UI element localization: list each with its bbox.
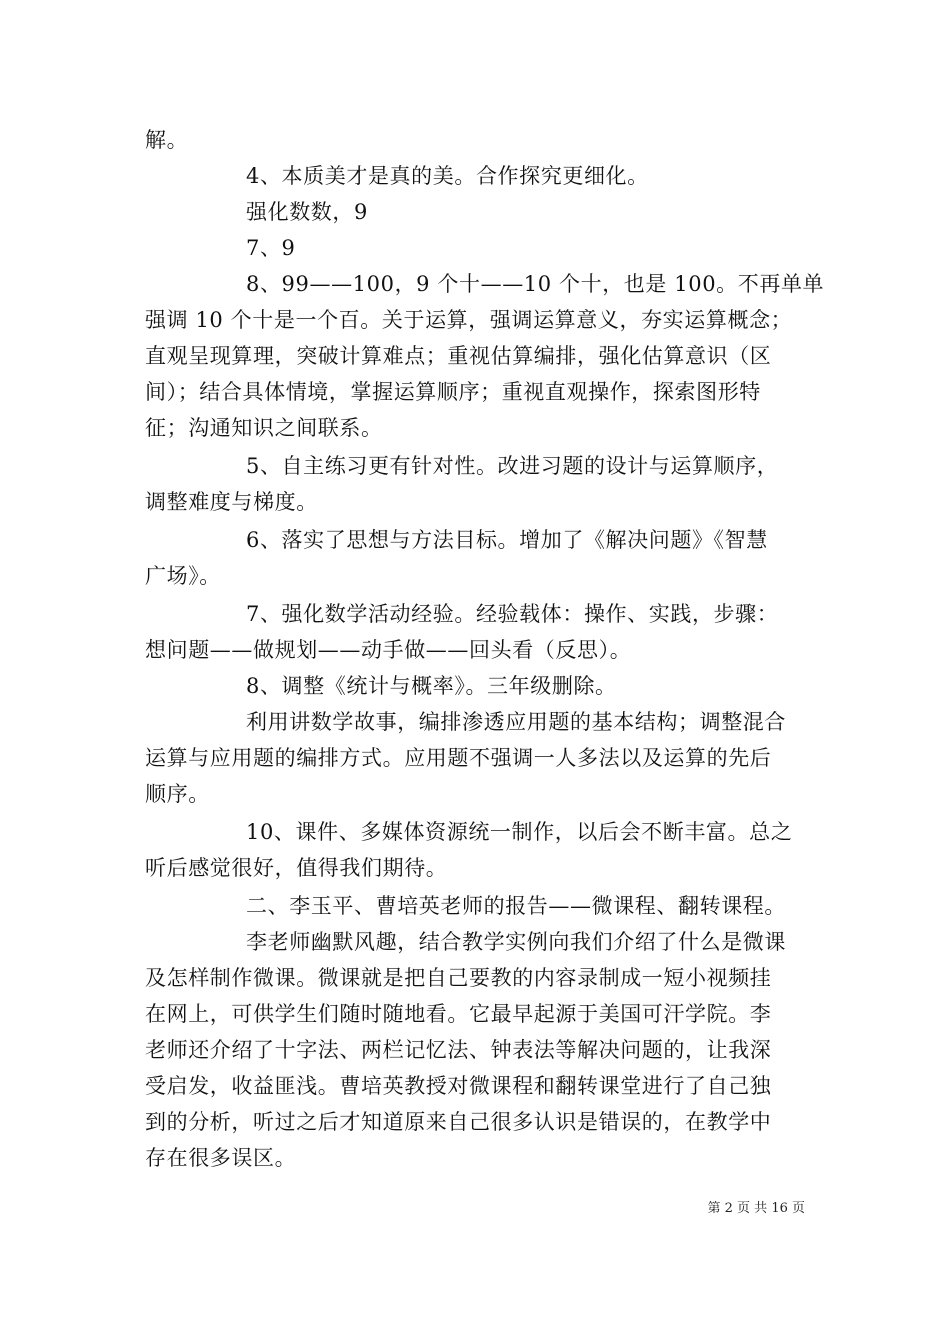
paragraph-line: 顺序。 (145, 782, 210, 806)
paragraph-line: 李老师幽默风趣，结合教学实例向我们介绍了什么是微课 (246, 930, 786, 954)
paragraph-line: 老师还介绍了十字法、两栏记忆法、钟表法等解决问题的，让我深 (145, 1038, 772, 1062)
paragraph-line: 4、本质美才是真的美。合作探究更细化。 (246, 164, 649, 188)
paragraph-line: 强调 10 个十是一个百。关于运算，强调运算意义，夯实运算概念； (145, 308, 793, 332)
paragraph-line: 7、9 (246, 236, 296, 260)
paragraph-line: 5、自主练习更有针对性。改进习题的设计与运算顺序， (246, 454, 779, 478)
paragraph-line: 听后感觉很好，值得我们期待。 (145, 856, 448, 880)
paragraph-line: 8、调整《统计与概率》。三年级删除。 (246, 674, 617, 698)
paragraph-line: 解。 (145, 128, 189, 152)
paragraph-line: 征；沟通知识之间联系。 (145, 416, 383, 440)
paragraph-line: 运算与应用题的编排方式。应用题不强调一人多法以及运算的先后 (145, 746, 772, 770)
page-number: 第 2 页 共 16 页 (707, 1201, 805, 1216)
paragraph-line: 6、落实了思想与方法目标。增加了《解决问题》《智慧 (246, 528, 768, 552)
paragraph-line: 存在很多误区。 (145, 1146, 297, 1170)
paragraph-line: 受启发，收益匪浅。曹培英教授对微课程和翻转课堂进行了自己独 (145, 1074, 772, 1098)
paragraph-line: 间）；结合具体情境，掌握运算顺序；重视直观操作，探索图形特 (145, 380, 761, 404)
paragraph-line: 7、强化数学活动经验。经验载体：操作、实践，步骤： (246, 602, 779, 626)
paragraph-line: 8、99——100，9 个十——10 个十，也是 100。不再单单 (246, 272, 825, 296)
paragraph-line: 想问题——做规划——动手做——回头看（反思）。 (145, 638, 632, 662)
paragraph-line: 及怎样制作微课。微课就是把自己要教的内容录制成一短小视频挂 (145, 966, 772, 990)
paragraph-line: 强化数数，9 (246, 200, 368, 224)
paragraph-line: 二、李玉平、曹培英老师的报告——微课程、翻转课程。 (246, 894, 786, 918)
paragraph-line: 在网上，可供学生们随时随地看。它最早起源于美国可汗学院。李 (145, 1002, 772, 1026)
paragraph-line: 广场》。 (145, 564, 221, 588)
paragraph-line: 10、课件、多媒体资源统一制作，以后会不断丰富。总之 (246, 820, 793, 844)
paragraph-line: 利用讲数学故事，编排渗透应用题的基本结构；调整混合 (246, 710, 786, 734)
paragraph-line: 到的分析，听过之后才知道原来自己很多认识是错误的，在教学中 (145, 1110, 772, 1134)
paragraph-line: 直观呈现算理，突破计算难点；重视估算编排，强化估算意识（区 (145, 344, 772, 368)
paragraph-line: 调整难度与梯度。 (145, 490, 318, 514)
